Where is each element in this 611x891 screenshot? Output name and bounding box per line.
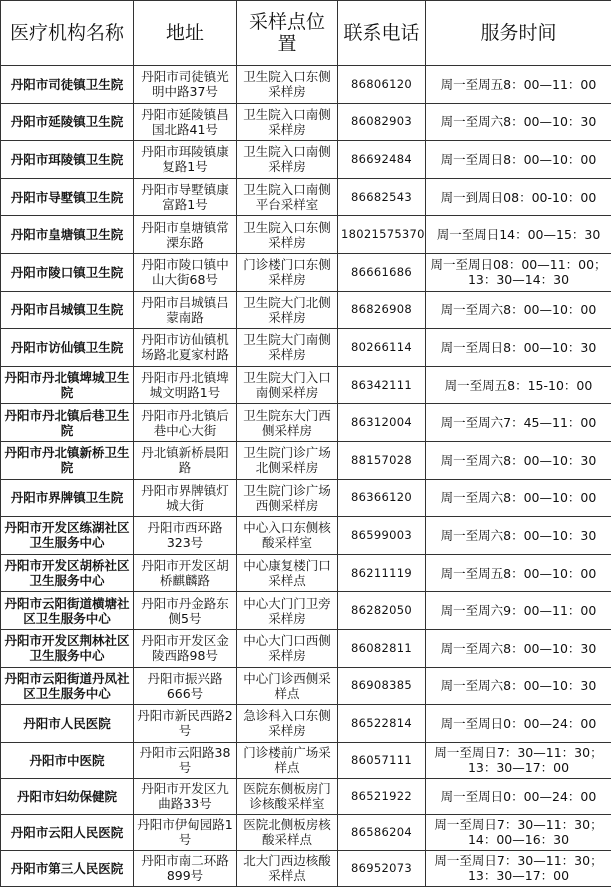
- cell-address: 丹阳市开发区金陵西路98号: [134, 629, 237, 667]
- table-row: [1, 479, 611, 517]
- table-row: [1, 592, 611, 630]
- cell-name: 丹阳市丹北镇埤城卫生院: [1, 366, 134, 404]
- cell-phone: 86661686: [338, 253, 426, 291]
- cell-location: 北大门西边核酸采样点: [237, 850, 338, 886]
- header-phone: 联系电话: [338, 1, 426, 66]
- cell-name: 丹阳市中医院: [1, 742, 134, 778]
- cell-name: 丹阳市访仙镇卫生院: [1, 329, 134, 367]
- table-row: [1, 291, 611, 329]
- cell-address: 丹阳市南二环路899号: [134, 850, 237, 886]
- cell-phone: 86312004: [338, 404, 426, 442]
- cell-phone: 86521922: [338, 778, 426, 814]
- cell-location: 卫生院大门入口南侧采样房: [237, 366, 338, 404]
- header-name: 医疗机构名称: [1, 1, 134, 66]
- cell-phone: 86211119: [338, 554, 426, 592]
- cell-phone: 86692484: [338, 141, 426, 179]
- table-row: [1, 778, 611, 814]
- cell-hours: 周一至周六8：00—10：30: [426, 517, 611, 555]
- header-hours: 服务时间: [426, 1, 611, 66]
- cell-hours: 周一至周五8：00—10：00: [426, 554, 611, 592]
- cell-name: 丹阳市吕城镇卫生院: [1, 291, 134, 329]
- cell-hours: 周一至周日14：00—15：30: [426, 216, 611, 254]
- table-row: [1, 366, 611, 404]
- cell-name: 丹阳市妇幼保健院: [1, 778, 134, 814]
- cell-hours: 周一至周日7：30—11：30；13：30—17：00: [426, 742, 611, 778]
- table-row: [1, 141, 611, 179]
- cell-address: 丹阳市吕城镇吕蒙南路: [134, 291, 237, 329]
- cell-name: 丹阳市珥陵镇卫生院: [1, 141, 134, 179]
- cell-phone: 80266114: [338, 329, 426, 367]
- header-address: 地址: [134, 1, 237, 66]
- cell-phone: 86366120: [338, 479, 426, 517]
- cell-location: 急诊科入口东侧采样房: [237, 705, 338, 743]
- cell-address: 丹阳市振兴路666号: [134, 667, 237, 705]
- cell-location: 卫生院入口南侧采样房: [237, 103, 338, 141]
- cell-location: 卫生院入口南侧平台采样室: [237, 178, 338, 216]
- cell-hours: 周一至周六7：45—11：00: [426, 404, 611, 442]
- table-row: [1, 850, 611, 886]
- table-row: [1, 404, 611, 442]
- table-row: [1, 629, 611, 667]
- cell-phone: 86082903: [338, 103, 426, 141]
- cell-address: 丹阳市珥陵镇康复路1号: [134, 141, 237, 179]
- cell-location: 卫生院门诊广场西侧采样房: [237, 479, 338, 517]
- table-row: [1, 178, 611, 216]
- cell-hours: 周一至周日7：30—11：30；14：00—16：30: [426, 814, 611, 850]
- cell-name: 丹阳市人民医院: [1, 705, 134, 743]
- cell-phone: 86057111: [338, 742, 426, 778]
- cell-phone: 86826908: [338, 291, 426, 329]
- table-row: [1, 554, 611, 592]
- cell-address: 丹阳市伊甸园路1号: [134, 814, 237, 850]
- table-row: [1, 253, 611, 291]
- cell-name: 丹阳市云阳人民医院: [1, 814, 134, 850]
- cell-address: 丹阳市陵口镇中山大街68号: [134, 253, 237, 291]
- cell-hours: 周一至周六8：00—10：00: [426, 291, 611, 329]
- cell-name: 丹阳市司徒镇卫生院: [1, 66, 134, 104]
- cell-hours: 周一至周六9：00—11：00: [426, 592, 611, 630]
- cell-name: 丹阳市第三人民医院: [1, 850, 134, 886]
- table-row: [1, 216, 611, 254]
- cell-hours: 周一至周日7：30—11：30；13：30—17：00: [426, 850, 611, 886]
- cell-hours: 周一至周六8：00—10：30: [426, 441, 611, 479]
- cell-phone: 86599003: [338, 517, 426, 555]
- cell-location: 卫生院大门北侧采样房: [237, 291, 338, 329]
- cell-name: 丹阳市云阳街道横塘社区卫生服务中心: [1, 592, 134, 630]
- cell-address: 丹阳市开发区九曲路33号: [134, 778, 237, 814]
- cell-hours: 周一至周五8：00—11：00: [426, 66, 611, 104]
- table-row: [1, 441, 611, 479]
- cell-address: 丹阳市导墅镇康富路1号: [134, 178, 237, 216]
- cell-hours: 周一至周日08：00—11：00；13：30—14：30: [426, 253, 611, 291]
- cell-address: 丹阳市丹北镇埤城文明路1号: [134, 366, 237, 404]
- cell-name: 丹阳市云阳街道丹凤社区卫生服务中心: [1, 667, 134, 705]
- cell-address: 丹阳市云阳路38号: [134, 742, 237, 778]
- cell-location: 中心康复楼门口采样点: [237, 554, 338, 592]
- cell-phone: 86082811: [338, 629, 426, 667]
- table-row: [1, 329, 611, 367]
- cell-phone: 86806120: [338, 66, 426, 104]
- cell-hours: 周一至周日0：00—24：00: [426, 778, 611, 814]
- table-row: [1, 667, 611, 705]
- cell-address: 丹阳市界牌镇灯城大街: [134, 479, 237, 517]
- cell-name: 丹阳市延陵镇卫生院: [1, 103, 134, 141]
- cell-location: 医院东侧板房门诊核酸采样室: [237, 778, 338, 814]
- table-row: [1, 742, 611, 778]
- cell-hours: 周一至周日8：00—10：30: [426, 329, 611, 367]
- cell-phone: 86342111: [338, 366, 426, 404]
- cell-phone: 88157028: [338, 441, 426, 479]
- cell-location: 中心门诊西侧采样点: [237, 667, 338, 705]
- cell-name: 丹阳市导墅镇卫生院: [1, 178, 134, 216]
- cell-address: 丹阳市皇塘镇常溧东路: [134, 216, 237, 254]
- cell-location: 门诊楼前广场采样点: [237, 742, 338, 778]
- cell-phone: 86522814: [338, 705, 426, 743]
- cell-location: 卫生院入口东侧采样房: [237, 66, 338, 104]
- cell-phone: 86282050: [338, 592, 426, 630]
- cell-location: 卫生院大门南侧采样房: [237, 329, 338, 367]
- table-row: [1, 517, 611, 555]
- cell-phone: 86586204: [338, 814, 426, 850]
- cell-phone: 86908385: [338, 667, 426, 705]
- cell-name: 丹阳市陵口镇卫生院: [1, 253, 134, 291]
- cell-address: 丹阳市西环路323号: [134, 517, 237, 555]
- cell-hours: 周一到周日08：00-10：00: [426, 178, 611, 216]
- cell-location: 卫生院入口东侧采样房: [237, 216, 338, 254]
- cell-address: 丹阳市延陵镇昌国北路41号: [134, 103, 237, 141]
- cell-location: 卫生院门诊广场北侧采样房: [237, 441, 338, 479]
- cell-phone: 18021575370: [338, 216, 426, 254]
- table-row: [1, 66, 611, 104]
- cell-hours: 周一至周六8：00—10：30: [426, 103, 611, 141]
- cell-name: 丹阳市开发区胡桥社区卫生服务中心: [1, 554, 134, 592]
- cell-name: 丹阳市丹北镇新桥卫生院: [1, 441, 134, 479]
- cell-hours: 周一至周日0：00—24：00: [426, 705, 611, 743]
- cell-hours: 周一至周六8：00—10：00: [426, 479, 611, 517]
- cell-location: 医院北侧板房核酸采样点: [237, 814, 338, 850]
- cell-phone: 86682543: [338, 178, 426, 216]
- cell-location: 卫生院东大门西侧采样房: [237, 404, 338, 442]
- cell-address: 丹阳市开发区胡桥麒麟路: [134, 554, 237, 592]
- cell-address: 丹阳市丹北镇后巷中心大街: [134, 404, 237, 442]
- cell-hours: 周一至周日8：00—10：00: [426, 141, 611, 179]
- cell-hours: 周一至周六8：00—10：30: [426, 667, 611, 705]
- cell-address: 丹阳市访仙镇机场路北夏家村路: [134, 329, 237, 367]
- cell-location: 中心大门门卫旁采样房: [237, 592, 338, 630]
- header-row: [1, 1, 611, 66]
- cell-location: 中心入口东侧核酸采样室: [237, 517, 338, 555]
- cell-name: 丹阳市界牌镇卫生院: [1, 479, 134, 517]
- cell-phone: 86952073: [338, 850, 426, 886]
- cell-address: 丹阳市司徒镇光明中路37号: [134, 66, 237, 104]
- cell-hours: 周一至周六8：00—10：30: [426, 629, 611, 667]
- cell-address: 丹阳市丹金路东侧5号: [134, 592, 237, 630]
- cell-name: 丹阳市皇塘镇卫生院: [1, 216, 134, 254]
- cell-address: 丹阳市新民西路2号: [134, 705, 237, 743]
- cell-hours: 周一至周五8：15-10：00: [426, 366, 611, 404]
- cell-location: 门诊楼门口东侧采样房: [237, 253, 338, 291]
- cell-name: 丹阳市丹北镇后巷卫生院: [1, 404, 134, 442]
- cell-address: 丹北镇新桥晨阳路: [134, 441, 237, 479]
- table-row: [1, 814, 611, 850]
- table-row: [1, 103, 611, 141]
- header-location: 采样点位置: [237, 1, 338, 66]
- cell-name: 丹阳市开发区荆林社区卫生服务中心: [1, 629, 134, 667]
- cell-name: 丹阳市开发区练湖社区卫生服务中心: [1, 517, 134, 555]
- table-row: [1, 705, 611, 743]
- cell-location: 中心大门口西侧采样房: [237, 629, 338, 667]
- cell-location: 卫生院入口南侧采样房: [237, 141, 338, 179]
